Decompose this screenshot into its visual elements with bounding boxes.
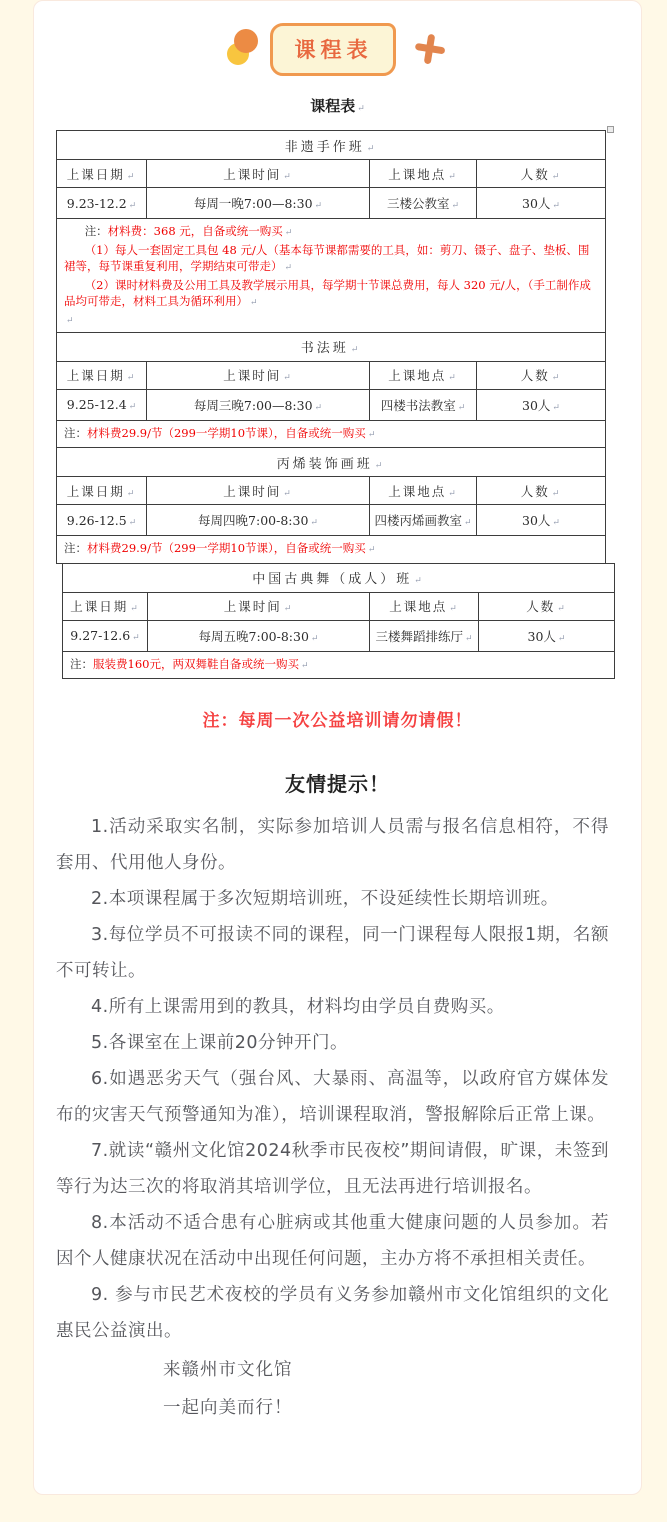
paragraph-mark-icon (130, 628, 140, 643)
paragraph-mark-icon (556, 629, 566, 644)
course-table-gudianwu (62, 563, 615, 680)
document-title-text: 课程表 (310, 97, 356, 115)
col-header-location: 上课地点 ↵ (370, 477, 477, 505)
paragraph-mark-icon (463, 629, 473, 644)
note-cell (57, 420, 606, 448)
title-badge (270, 23, 396, 76)
paragraph-mark-icon (456, 398, 466, 413)
overlapping-circles-icon (226, 27, 262, 71)
paragraph-mark-icon (281, 167, 293, 182)
cell-time: 每周三晚7:00—8:30 ↵ (147, 389, 370, 420)
paragraph-mark-icon (550, 484, 562, 499)
note-prefix: 注： (70, 656, 93, 671)
class-title: 非遗手作班 (284, 139, 365, 155)
tips-list (56, 809, 609, 1349)
paragraph-mark-icon (281, 368, 293, 383)
class-title: 书法班 (300, 341, 349, 356)
col-header-location: 上课地点 ↵ (370, 592, 479, 620)
note-prefix: 注： (84, 224, 108, 238)
cell-count: 30人 ↵ (477, 505, 606, 536)
paragraph-mark-icon (365, 140, 378, 155)
cell-time: 每周一晚7:00—8:30 ↵ (147, 188, 370, 219)
note-text: 材料费29.9/节（299一学期10节课），自备或统一购买 (87, 541, 366, 555)
paragraph-mark-icon (550, 368, 562, 383)
note-text: （1）每人一套固定工具包 48 元/人（基本每节课都需要的工具，如：剪刀、镊子、盘子、垫板、围裙等，每节课重复利用，学期结束可带走） (64, 242, 590, 273)
paragraph-mark-icon (248, 294, 258, 308)
weekly-training-notice: 注：每周一次公益培训请勿请假！ (202, 711, 473, 731)
col-header-time: 上课时间 ↵ (147, 361, 370, 389)
table-row (63, 620, 615, 651)
note-text: 服装费160元，两双舞鞋自备或统一购买 (93, 656, 299, 671)
table-row (57, 188, 606, 219)
document-title (34, 95, 641, 116)
note-text: 材料费：368 元，自备或统一购买 (107, 224, 283, 238)
note-cell (57, 219, 606, 333)
paragraph-mark-icon (373, 457, 386, 472)
cell-time: 每周四晚7:00-8:30 ↵ (147, 505, 370, 536)
cell-location: 三楼公教室 ↵ (370, 188, 477, 219)
course-table-shufa (56, 332, 606, 449)
cell-location: 四楼丙烯画教室 ↵ (370, 505, 477, 536)
cell-date: 9.23-12.2 ↵ (57, 188, 147, 219)
cell-date: 9.26-12.5 ↵ (57, 505, 147, 536)
paragraph-mark-icon (283, 224, 293, 238)
cell-count: 30人 ↵ (477, 389, 606, 420)
col-header-time: 上课时间 ↵ (147, 477, 370, 505)
class-title: 丙烯装饰画班 (276, 456, 373, 472)
col-header-date: 上课日期 ↵ (57, 477, 147, 505)
cell-date: 9.25-12.4 ↵ (57, 389, 147, 420)
paragraph-mark-icon (64, 312, 74, 326)
tip-item-7: 7.就读“赣州文化馆2024秋季市民夜校”期间请假，旷课，未签到等行为达三次的将取消其培训学位，且无法再进行培训报名。 (56, 1141, 609, 1197)
tip-item-4: 4.所有上课需用到的教具，材料均由学员自费购买。 (91, 997, 505, 1017)
paragraph-mark-icon (125, 368, 137, 383)
paragraph-mark-icon (349, 341, 362, 356)
paragraph-mark-icon (313, 398, 323, 413)
paragraph-mark-icon (447, 599, 459, 614)
col-header-time: 上课时间 ↵ (147, 160, 370, 188)
tip-item-1: 1.活动采取实名制，实际参加培训人员需与报名信息相符，不得套用、代用他人身份。 (56, 817, 609, 873)
tip-item-3: 3.每位学员不可报读不同的课程，同一门课程每人限报1期，名额不可转让。 (56, 925, 609, 981)
content-card (33, 0, 642, 1495)
col-header-count: 人数 ↵ (477, 361, 606, 389)
cell-date: 9.27-12.6 ↵ (63, 620, 148, 651)
col-header-date: 上课日期 ↵ (57, 361, 147, 389)
paragraph-mark-icon (366, 426, 376, 440)
table-resize-handle-icon (607, 126, 614, 133)
closing-lines (34, 1351, 641, 1427)
closing-line-2: 一起向美而行！ (163, 1398, 293, 1418)
col-header-location: 上课地点 ↵ (370, 361, 477, 389)
paragraph-mark-icon (309, 629, 319, 644)
paragraph-mark-icon (449, 196, 459, 211)
paragraph-mark-icon (555, 599, 567, 614)
course-table-feiyi (56, 130, 606, 333)
table-row (57, 389, 606, 420)
tips-title: 友情提示！ (285, 772, 390, 796)
cell-count: 30人 ↵ (477, 188, 606, 219)
paragraph-mark-icon (446, 368, 458, 383)
col-header-count: 人数 ↵ (479, 592, 615, 620)
orange-circle-icon (234, 29, 258, 53)
paragraph-mark-icon (127, 397, 137, 412)
table-row (57, 505, 606, 536)
note-cell (63, 651, 615, 679)
paragraph-mark-icon (446, 484, 458, 499)
note-prefix: 注： (64, 425, 87, 440)
paragraph-mark-icon (283, 259, 293, 273)
note-cell (57, 536, 606, 564)
paragraph-mark-icon (462, 513, 472, 528)
class-title-cell (63, 563, 615, 592)
course-tables (34, 130, 641, 679)
paragraph-mark-icon (313, 196, 323, 211)
paragraph-mark-icon (446, 167, 458, 182)
note-text: 材料费29.9/节（299一学期10节课），自备或统一购买 (87, 425, 366, 440)
paragraph-mark-icon (550, 513, 560, 528)
tip-item-2: 2.本项课程属于多次短期培训班，不设延续性长期培训班。 (91, 889, 559, 909)
col-header-date: 上课日期 ↵ (57, 160, 147, 188)
class-title-cell (57, 448, 606, 477)
class-title-cell (57, 131, 606, 160)
paragraph-mark-icon (366, 541, 376, 555)
col-header-count: 人数 ↵ (477, 160, 606, 188)
paragraph-mark-icon (281, 484, 293, 499)
paragraph-mark-icon (550, 196, 560, 211)
note-text: （2）课时材料费及公用工具及教学展示用具，每学期十节课总费用，每人 320 元/人，（手工制作成品均可带走，材料工具为循环利用） (64, 277, 591, 308)
cell-count: 30人 ↵ (479, 620, 615, 651)
paragraph-mark-icon (125, 167, 137, 182)
cell-time: 每周五晚7:00-8:30 ↵ (148, 620, 370, 651)
paragraph-mark-icon (127, 513, 137, 528)
class-title: 中国古典舞（成人）班 (252, 572, 413, 587)
note-prefix: 注： (64, 541, 87, 555)
tip-item-9: 9. 参与市民艺术夜校的学员有义务参加赣州市文化馆组织的文化惠民公益演出。 (56, 1285, 609, 1341)
paragraph-mark-icon (128, 599, 140, 614)
col-header-time: 上课时间 ↵ (148, 592, 370, 620)
cell-location: 四楼书法教室 ↵ (370, 389, 477, 420)
tip-item-6: 6.如遇恶劣天气（强台风、大暴雨、高温等，以政府官方媒体发布的灾害天气预警通知为准），培训课程取消，警报解除后正常上课。 (56, 1069, 609, 1125)
paragraph-mark-icon (412, 572, 425, 587)
cell-location: 三楼舞蹈排练厅 ↵ (370, 620, 479, 651)
tip-item-5: 5.各课室在上课前20分钟开门。 (91, 1033, 348, 1053)
paragraph-mark-icon (125, 484, 137, 499)
course-table-bingxi (56, 447, 606, 564)
plus-icon (404, 25, 452, 73)
paragraph-mark-icon (127, 196, 137, 211)
paragraph-mark-icon (308, 513, 318, 528)
tip-item-8: 8.本活动不适合患有心脏病或其他重大健康问题的人员参加。若因个人健康状况在活动中出现任何问题，主办方将不承担相关责任。 (56, 1213, 609, 1269)
closing-line-1: 来赣州市文化馆 (163, 1360, 293, 1380)
page-header (34, 1, 641, 79)
col-header-count: 人数 ↵ (477, 477, 606, 505)
title-badge-label: 课程表 (294, 37, 373, 62)
col-header-location: 上课地点 ↵ (370, 160, 477, 188)
class-title-cell (57, 332, 606, 361)
paragraph-mark-icon (299, 657, 309, 671)
paragraph-mark-icon (355, 97, 365, 115)
paragraph-mark-icon (550, 167, 562, 182)
col-header-date: 上课日期 ↵ (63, 592, 148, 620)
paragraph-mark-icon (550, 398, 560, 413)
paragraph-mark-icon (282, 599, 294, 614)
